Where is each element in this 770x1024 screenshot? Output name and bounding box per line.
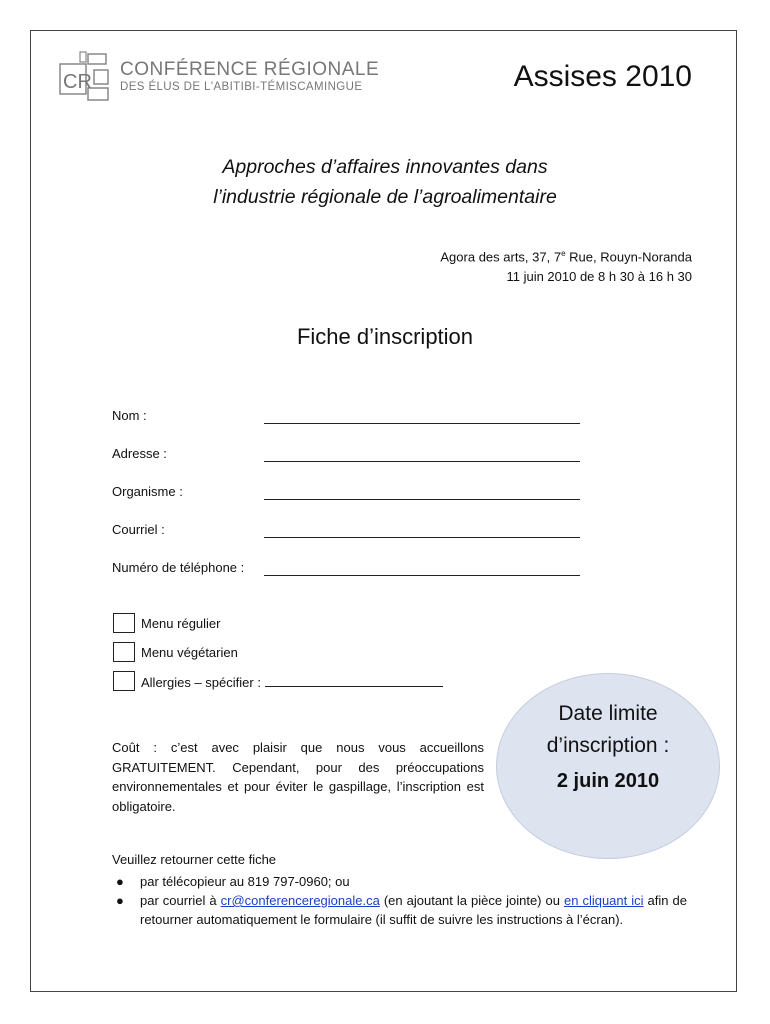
deadline-line-2: d’inscription :: [546, 734, 670, 757]
organization-logo: [58, 50, 380, 106]
click-here-link[interactable]: en cliquant ici: [563, 893, 644, 908]
email-link[interactable]: cr@conferenceregionale.ca: [220, 893, 380, 908]
courriel-input-line[interactable]: [264, 521, 580, 538]
venue-address: Agora des arts, 37, 7e Rue, Rouyn-Noranda: [440, 249, 692, 265]
venue-date: 11 juin 2010 de 8 h 30 à 16 h 30: [506, 269, 692, 285]
event-subtitle: [0, 152, 770, 212]
allergies-checkbox[interactable]: [113, 671, 135, 691]
menu-vegetarien-checkbox[interactable]: [113, 642, 135, 662]
allergies-input-line[interactable]: [265, 674, 443, 687]
bullet-icon: ●: [116, 874, 124, 889]
cost-paragraph: Coût : c’est avec plaisir que nous vous accueillons GRATUITEMENT. Cependant, pour des préoccupations environnementales et pour éviter le gaspillage, l’inscription est obligatoire.: [112, 740, 484, 814]
menu-vegetarien-label: Menu végétarien: [141, 645, 238, 660]
return-option-email: ● par courriel à cr@conferenceregionale.ca (en ajoutant la pièce jointe) ou en cliquant ici afin de retourner automatiquement le formulaire (il suffit de suivre les instructions à l’écran).: [116, 893, 687, 927]
menu-regulier-label: Menu régulier: [141, 616, 221, 631]
telephone-input-line[interactable]: [264, 559, 580, 576]
page-title: Assises 2010: [513, 60, 692, 93]
venue-info: [440, 244, 692, 287]
return-option-fax: ● par télécopieur au 819 797-0960; ou: [116, 874, 350, 889]
adresse-label: Adresse :: [112, 446, 167, 461]
svg-text:CR: CR: [63, 71, 92, 93]
courriel-label: Courriel :: [112, 522, 165, 537]
return-options: [112, 872, 687, 929]
return-intro: Veuillez retourner cette fiche: [112, 852, 277, 867]
telephone-label: Numéro de téléphone :: [112, 560, 245, 575]
logo-line-1: CONFÉRENCE RÉGIONALE: [120, 59, 380, 80]
menu-regulier-checkbox[interactable]: [113, 613, 135, 633]
subtitle-line-2: l’industrie régionale de l’agroalimentaire: [213, 186, 557, 208]
nom-input-line[interactable]: [264, 407, 580, 424]
adresse-input-line[interactable]: [264, 445, 580, 462]
nom-label: Nom :: [112, 408, 147, 423]
organisme-input-line[interactable]: [264, 483, 580, 500]
organisme-label: Organisme :: [112, 484, 183, 499]
deadline-line-1: Date limite: [558, 702, 658, 725]
cr-logo-mark: [58, 50, 118, 106]
logo-line-2: DES ÉLUS DE L'ABITIBI-TÉMISCAMINGUE: [120, 81, 363, 93]
allergies-row: [141, 674, 443, 690]
deadline-badge: [496, 673, 720, 859]
bullet-icon: ●: [116, 893, 124, 908]
deadline-date: 2 juin 2010: [556, 770, 660, 792]
form-title: Fiche d’inscription: [296, 324, 474, 349]
allergies-label: Allergies – spécifier :: [141, 675, 261, 690]
subtitle-line-1: Approches d’affaires innovantes dans: [222, 156, 548, 178]
